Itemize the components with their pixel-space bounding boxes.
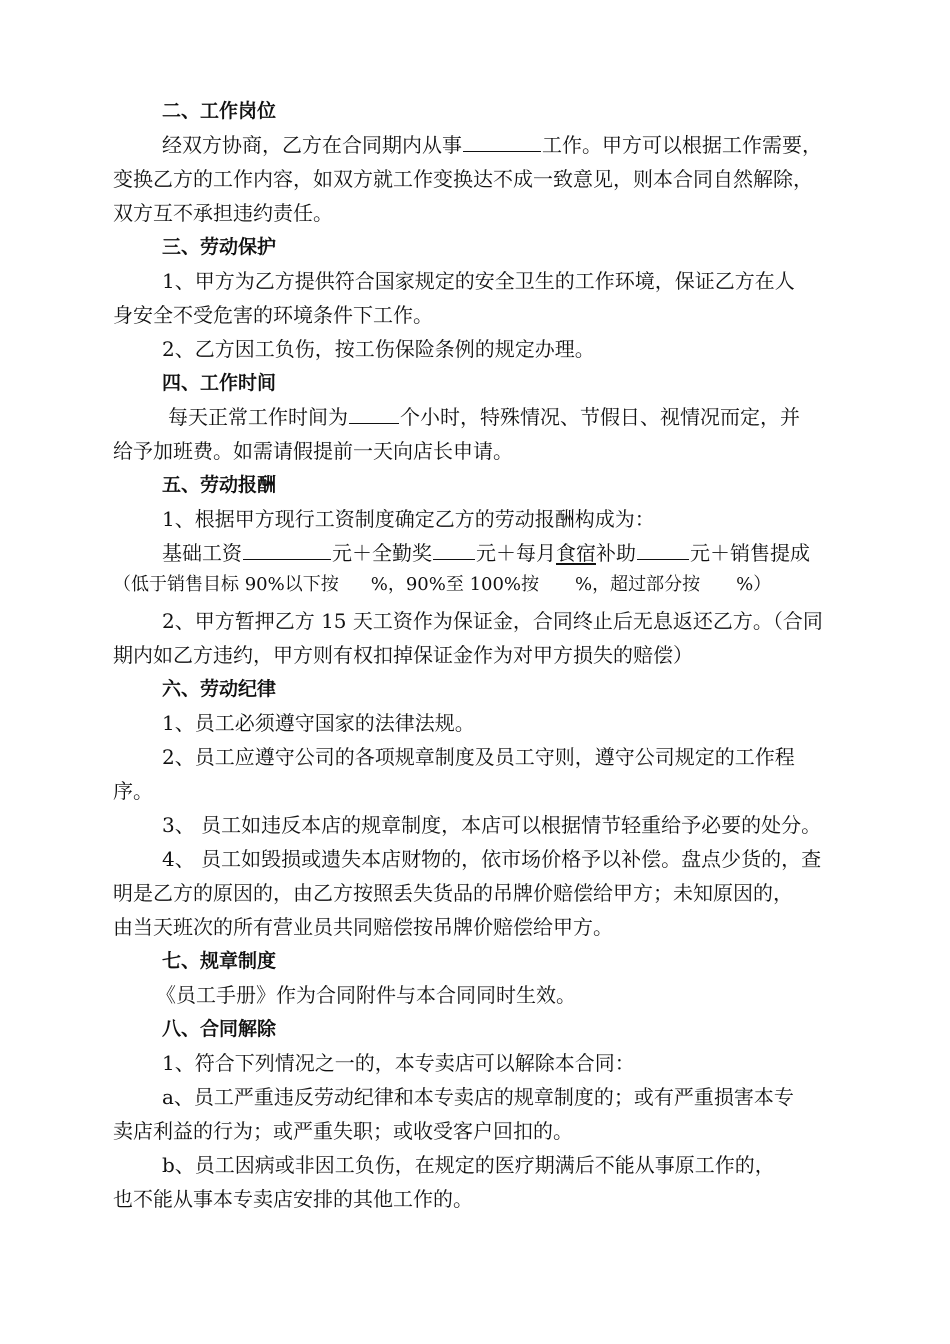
termination-item-1: 1、符合下列情况之一的，本专卖店可以解除本合同：: [162, 1051, 635, 1075]
remuneration-item-2-line-2: 期内如乙方违约，甲方则有权扣掉保证金作为对甲方损失的赔偿）: [113, 643, 693, 667]
termination-clause-b-line-2: 也不能从事本专卖店安排的其他工作的。: [113, 1187, 473, 1211]
labor-protection-item-2: 2、乙方因工负伤，按工伤保险条例的规定办理。: [162, 337, 595, 361]
subsidy-blank[interactable]: [637, 537, 689, 560]
commission-rates-line: [113, 568, 771, 602]
rules-paragraph: 《员工手册》作为合同附件与本合同同时生效。: [156, 983, 576, 1007]
job-position-line-3: 双方互不承担违约责任。: [113, 201, 333, 225]
labor-protection-item-1-line-2: 身安全不受危害的环境条件下工作。: [113, 303, 433, 327]
base-salary-label: 基础工资: [162, 541, 242, 565]
remuneration-item-1: 1、根据甲方现行工资制度确定乙方的劳动报酬构成为：: [162, 507, 655, 531]
job-position-line-1: [162, 128, 822, 162]
base-salary-blank[interactable]: [243, 537, 331, 560]
attendance-bonus-label: 元＋全勤奖: [332, 541, 432, 565]
labor-protection-item-1-line-1: 1、甲方为乙方提供符合国家规定的安全卫生的工作环境，保证乙方在人: [162, 269, 795, 293]
attendance-bonus-blank[interactable]: [433, 537, 475, 560]
remuneration-item-2-line-1: 2、甲方暂押乙方 15 天工资作为保证金，合同终止后无息返还乙方。（合同: [162, 609, 823, 633]
section-heading-labor-protection: 三、劳动保护: [162, 236, 277, 258]
job-position-line-2: 变换乙方的工作内容，如双方就工作变换达不成一致意见，则本合同自然解除，: [113, 167, 813, 191]
section-heading-job-position: 二、工作岗位: [162, 100, 277, 122]
working-hours-text-b: 个小时，特殊情况、节假日、视情况而定，并: [400, 405, 800, 429]
monthly-label: 元＋每月: [476, 541, 556, 565]
discipline-item-4-line-2: 明是乙方的原因的，由乙方按照丢失货品的吊牌价赔偿给甲方；未知原因的，: [113, 881, 793, 905]
section-heading-working-hours: 四、工作时间: [162, 372, 277, 394]
section-heading-remuneration: 五、劳动报酬: [162, 474, 277, 496]
discipline-item-4-line-1: 4、 员工如毁损或遗失本店财物的，依市场价格予以补偿。盘点少货的，查: [162, 847, 822, 871]
section-heading-contract-termination: 八、合同解除: [162, 1018, 277, 1040]
pay-structure-line: [162, 536, 810, 570]
subsidy-label: 补助: [596, 541, 636, 565]
discipline-item-4-line-3: 由当天班次的所有营业员共同赔偿按吊牌价赔偿给甲方。: [113, 915, 613, 939]
working-hours-line-1: [168, 400, 800, 434]
section-heading-rules: 七、规章制度: [162, 950, 277, 972]
job-position-text-b: 工作。甲方可以根据工作需要，: [542, 133, 822, 157]
sales-commission-label: 元＋销售提成: [690, 541, 810, 565]
discipline-item-1: 1、员工必须遵守国家的法律法规。: [162, 711, 475, 735]
working-hours-text-a: 每天正常工作时间为: [168, 405, 348, 429]
discipline-item-3: 3、 员工如违反本店的规章制度，本店可以根据情节轻重给予必要的处分。: [162, 813, 822, 837]
commission-excess-label: %，超过部分按: [575, 574, 701, 595]
job-position-text-a: 经双方协商，乙方在合同期内从事: [162, 133, 462, 157]
hours-per-day-blank[interactable]: [349, 401, 399, 424]
job-title-blank[interactable]: [463, 129, 541, 152]
working-hours-line-2: 给予加班费。如需请假提前一天向店长申请。: [113, 439, 513, 463]
termination-clause-b-line-1: b、员工因病或非因工负伤，在规定的医疗期满后不能从事原工作的，: [162, 1153, 775, 1177]
room-board-label: 食宿: [556, 541, 596, 565]
commission-below-target-label: （低于销售目标 90%以下按: [113, 574, 339, 595]
termination-clause-a-line-2: 卖店利益的行为；或严重失职；或收受客户回扣的。: [113, 1119, 573, 1143]
discipline-item-2-line-2: 序。: [113, 779, 153, 803]
commission-90-100-label: %，90%至 100%按: [370, 574, 540, 595]
section-heading-labor-discipline: 六、劳动纪律: [162, 678, 277, 700]
commission-close: %）: [736, 574, 772, 595]
discipline-item-2-line-1: 2、员工应遵守公司的各项规章制度及员工守则，遵守公司规定的工作程: [162, 745, 795, 769]
termination-clause-a-line-1: a、员工严重违反劳动纪律和本专卖店的规章制度的；或有严重损害本专: [162, 1085, 794, 1109]
